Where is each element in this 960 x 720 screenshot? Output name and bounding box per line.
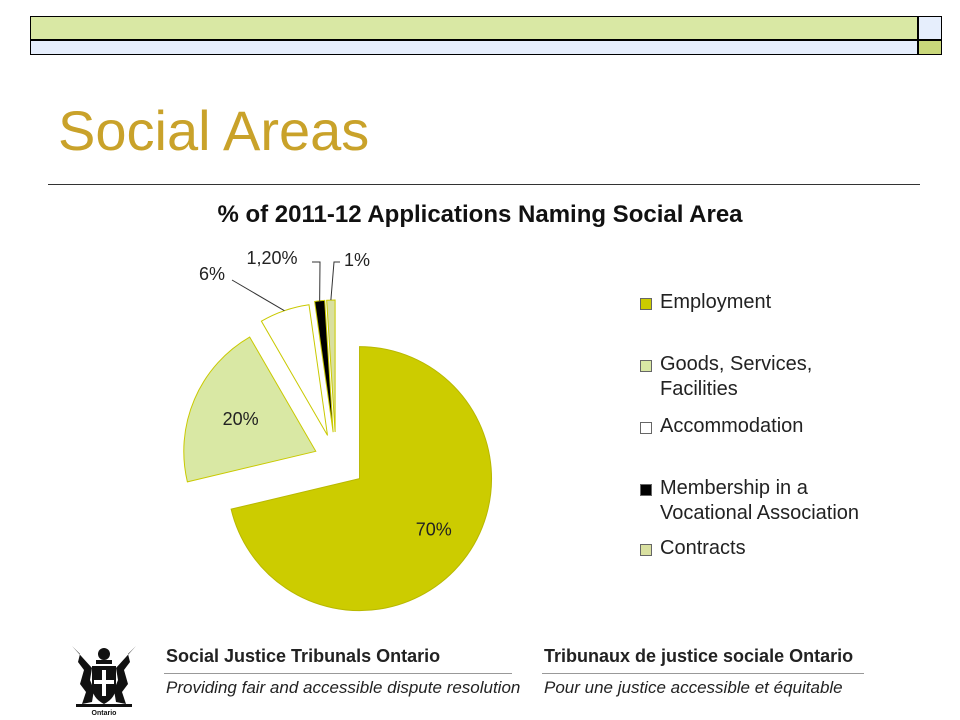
logo-caption: Ontario: [91, 710, 117, 716]
legend-swatch-contracts: [640, 544, 652, 556]
org-name-en: Social Justice Tribunals Ontario: [166, 646, 441, 666]
chart-title-text: % of 2011-12 Applications Naming Social Area: [217, 201, 743, 228]
tagline-fr: Pour une justice accessible et équitable: [544, 678, 843, 697]
data-label-accommodation: 6%: [198, 264, 226, 284]
data-label-membership: 1,20%: [246, 248, 298, 268]
legend-label: Vocational Association: [660, 502, 860, 524]
legend-label: Membership in a: [660, 477, 808, 499]
leader-line-membership: [312, 262, 320, 301]
slide-title: Social Areas: [58, 99, 370, 162]
legend-item-contracts: [640, 536, 746, 561]
ontario-coat-of-arms-logo: [66, 640, 142, 716]
legend-swatch-membership: [640, 484, 652, 496]
legend-label: Employment: [660, 291, 772, 313]
footer-divider-fr: [542, 673, 864, 674]
legend-label: Facilities: [660, 378, 738, 400]
legend-item-goods-services: [640, 352, 812, 402]
legend-label: Accommodation: [660, 415, 804, 437]
data-label-employment: 70%: [415, 519, 452, 540]
legend-label: Goods, Services,: [660, 353, 813, 375]
legend-swatch-accommodation: [640, 422, 652, 434]
legend-label: Contracts: [660, 537, 746, 559]
legend-item-accommodation: [640, 414, 803, 439]
legend-item-membership: [640, 476, 859, 526]
legend-item-employment: [640, 290, 771, 315]
legend-swatch-goods-services: [640, 360, 652, 372]
org-name-fr: Tribunaux de justice sociale Ontario: [544, 646, 854, 666]
tagline-en: Providing fair and accessible dispute resolution: [166, 678, 521, 697]
leader-line-contracts: [331, 262, 340, 300]
legend-swatch-employment: [640, 298, 652, 310]
leader-line-accommodation: [232, 280, 284, 311]
footer-divider-en: [164, 673, 512, 674]
data-label-goods-services: 20%: [222, 408, 259, 429]
footer: [66, 640, 886, 720]
data-label-contracts: 1%: [343, 250, 371, 270]
